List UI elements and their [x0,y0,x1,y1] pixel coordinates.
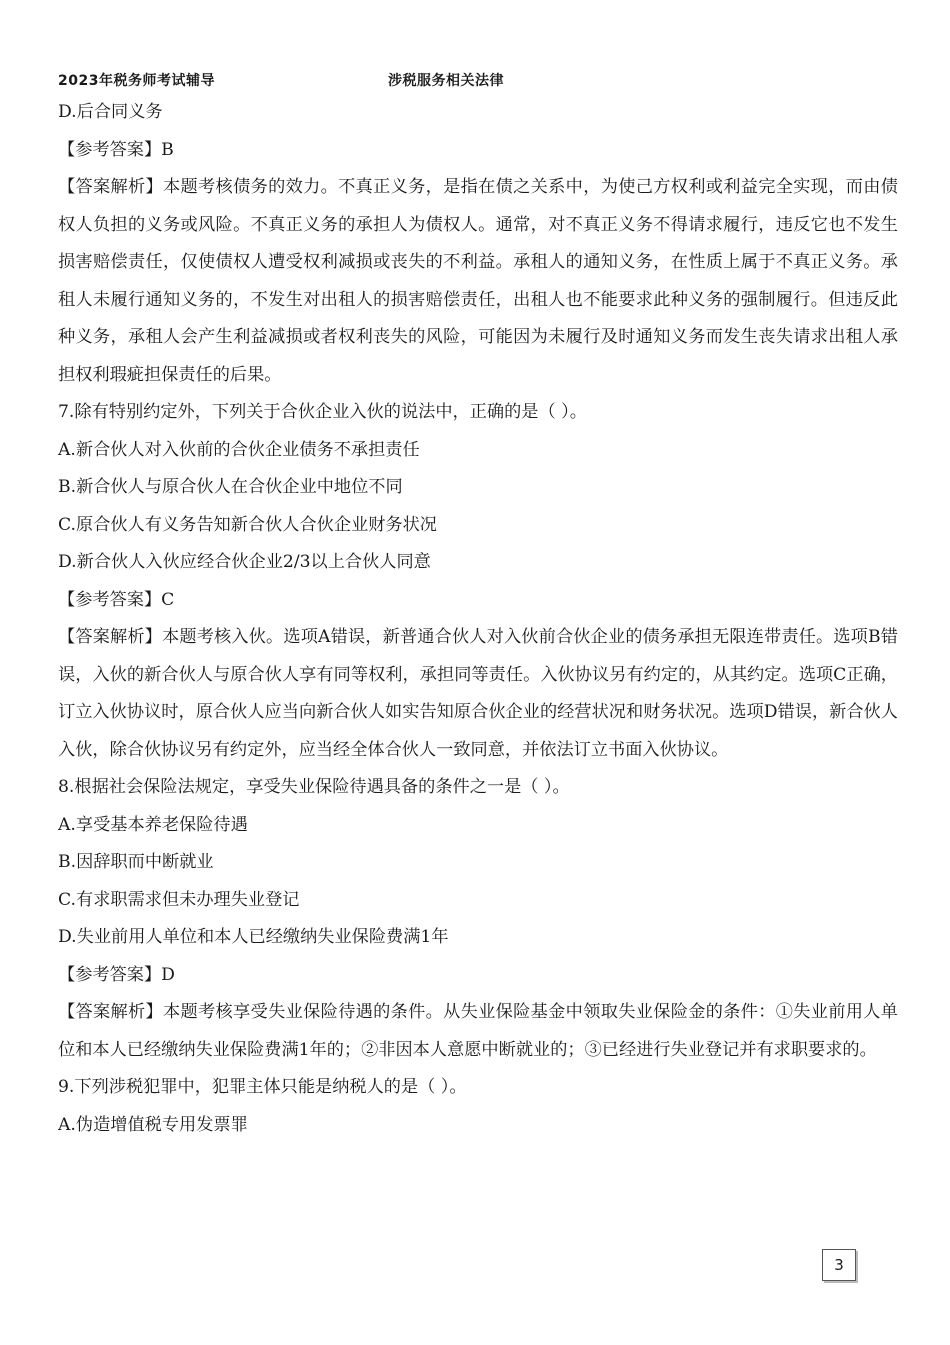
option-a-q8: A.享受基本养老保险待遇 [58,814,248,835]
question-7: 7.除有特别约定外，下列关于合伙企业入伙的说法中，正确的是（ ）。 [58,402,587,422]
option-c-q8: C.有求职需求但未办理失业登记 [58,889,300,910]
option-b-q7: B.新合伙人与原合伙人在合伙企业中地位不同 [58,477,403,497]
option-a-q9: A.伪造增值税专用发票罪 [58,1114,248,1135]
page-number-badge: 3 [822,1249,856,1281]
document-body [58,94,898,1144]
page-header [58,70,898,92]
option-a-q7: A.新合伙人对入伙前的合伙企业债务不承担责任 [58,439,420,460]
option-b-q8: B.因辞职而中断就业 [58,852,214,872]
header-subject-title: 涉税服务相关法律 [388,73,504,89]
explanation-q7: 【答案解析】本题考核入伙。选项A错误，新普通合伙人对入伙前合伙企业的债务承担无限连带责任。选项B错误，入伙的新合伙人与原合伙人享有同等权利，承担同等责任。入伙协议另有约定的，从其约定。选项C正确，订立入伙协议时，原合伙人应当向新合伙人如实告知原合伙企业的经营状况和财务状况。选项D错误，新合伙人入伙，除合伙协议另有约定外，应当经全体合伙人一致同意，并依法订立书面入伙协议。 [58,627,898,760]
answer-q7: 【参考答案】C [58,589,175,610]
answer-q6: 【参考答案】B [58,139,174,160]
question-9: 9.下列涉税犯罪中，犯罪主体只能是纳税人的是（ ）。 [58,1077,467,1097]
question-8: 8.根据社会保险法规定，享受失业保险待遇具备的条件之一是（ ）。 [58,777,570,797]
option-d-q6: D.后合同义务 [58,102,163,122]
answer-q8: 【参考答案】D [58,964,175,985]
option-c-q7: C.原合伙人有义务告知新合伙人合伙企业财务状况 [58,514,437,535]
option-d-q7: D.新合伙人入伙应经合伙企业2/3以上合伙人同意 [58,552,431,572]
header-course-title: 2023年税务师考试辅导 [58,73,215,89]
explanation-q8: 【答案解析】本题考核享受失业保险待遇的条件。从失业保险基金中领取失业保险金的条件：①失业前用人单位和本人已经缴纳失业保险费满1年的；②非因本人意愿中断就业的；③已经进行失业登记并有求职要求的。 [58,1002,898,1060]
option-d-q8: D.失业前用人单位和本人已经缴纳失业保险费满1年 [58,927,449,947]
explanation-q6: 【答案解析】本题考核债务的效力。不真正义务，是指在债之关系中，为使己方权利或利益完全实现，而由债权人负担的义务或风险。不真正义务的承担人为债权人。通常，对不真正义务不得请求履行，违反它也不发生损害赔偿责任，仅使债权人遭受权利减损或丧失的不利益。承租人的通知义务，在性质上属于不真正义务。承租人未履行通知义务的，不发生对出租人的损害赔偿责任，出租人也不能要求此种义务的强制履行。但违反此种义务，承租人会产生利益减损或者权利丧失的风险，可能因为未履行及时通知义务而发生丧失请求出租人承担权利瑕疵担保责任的后果。 [58,177,898,385]
